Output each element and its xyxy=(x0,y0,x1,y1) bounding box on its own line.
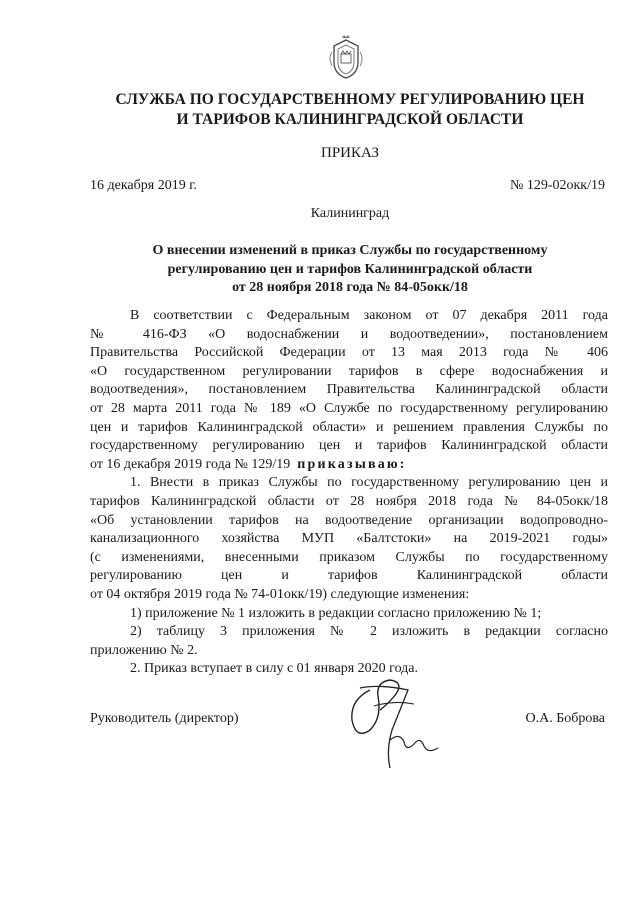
change-item-2: 2) таблицу 3 приложения № 2 изложить в редакции согласно xyxy=(130,624,608,640)
org-line-2: И ТАРИФОВ КАЛИНИНГРАДСКОЙ ОБЛАСТИ xyxy=(176,111,524,128)
body-line: канализационного хозяйства МУП «Балтстоки» на 2019-2021 годы» xyxy=(90,531,608,547)
body-line-order xyxy=(90,456,608,475)
signatory-name: О.А. Боброва xyxy=(525,711,605,726)
change-item-2-cont: приложению № 2. xyxy=(90,642,198,658)
body-line: «Об установлении тарифов на водоотведение организации водопроводно- xyxy=(90,512,608,528)
subject-line-3: от 28 ноября 2018 года № 84-05окк/18 xyxy=(232,280,468,295)
change-item-1: 1) приложение № 1 изложить в редакции согласно приложению № 1; xyxy=(130,605,542,621)
order-verb: приказываю: xyxy=(297,456,407,472)
body-line: Правительства Российской Федерации от 13 мая 2013 года № 406 xyxy=(90,345,608,361)
body-line: (с изменениями, внесенными приказом Службы по государственному xyxy=(90,549,608,565)
document-number: № 129-02окк/19 xyxy=(509,178,605,193)
document-subject xyxy=(100,242,600,298)
document-city: Калининград xyxy=(310,206,390,221)
order-basis: от 16 декабря 2019 года № 129/19 xyxy=(90,456,291,472)
body-line: № 416-ФЗ «О водоснабжении и водоотведении», постановлением xyxy=(90,326,608,342)
effective-date-clause: 2. Приказ вступает в силу с 01 января 2020 года. xyxy=(130,661,419,677)
body-line: от 04 октября 2019 года № 74-01окк/19) следующие изменения: xyxy=(90,586,470,602)
body-line: регулированию цен и тарифов Калининградской области xyxy=(90,568,608,584)
org-line-1: СЛУЖБА ПО ГОСУДАРСТВЕННОМУ РЕГУЛИРОВАНИЮ ЦЕН xyxy=(115,91,585,108)
coat-of-arms-icon xyxy=(326,32,366,82)
body-line: «О государственном регулировании тарифов в сфере водоснабжения и xyxy=(90,363,608,379)
body-line: В соответствии с Федеральным законом от 07 декабря 2011 года xyxy=(130,308,608,323)
organization-title xyxy=(60,90,640,130)
body-line: от 28 марта 2011 года № 189 «О Службе по государственному регулированию xyxy=(90,400,608,416)
document-body xyxy=(90,307,608,679)
subject-line-1: О внесении изменений в приказ Службы по государственному xyxy=(152,243,548,258)
body-line: водоотведения», постановлением Правительства Калининградской области xyxy=(90,382,608,398)
body-line: тарифов Калининградской области от 28 ноября 2018 года № 84-05окк/18 xyxy=(90,493,608,509)
body-line: государственному регулированию цен и тарифов Калининградской области xyxy=(90,438,608,454)
document-type: ПРИКАЗ xyxy=(321,145,379,161)
subject-line-2: регулированию цен и тарифов Калининградской области xyxy=(167,261,533,277)
signatory-position: Руководитель (директор) xyxy=(90,711,239,726)
handwritten-signature xyxy=(330,660,450,780)
body-line: цен и тарифов Калининградской области» и решением правления Службы по xyxy=(90,419,608,435)
document-date: 16 декабря 2019 г. xyxy=(90,178,197,193)
body-line: 1. Внести в приказ Службы по государственному регулированию цен и xyxy=(130,475,608,491)
